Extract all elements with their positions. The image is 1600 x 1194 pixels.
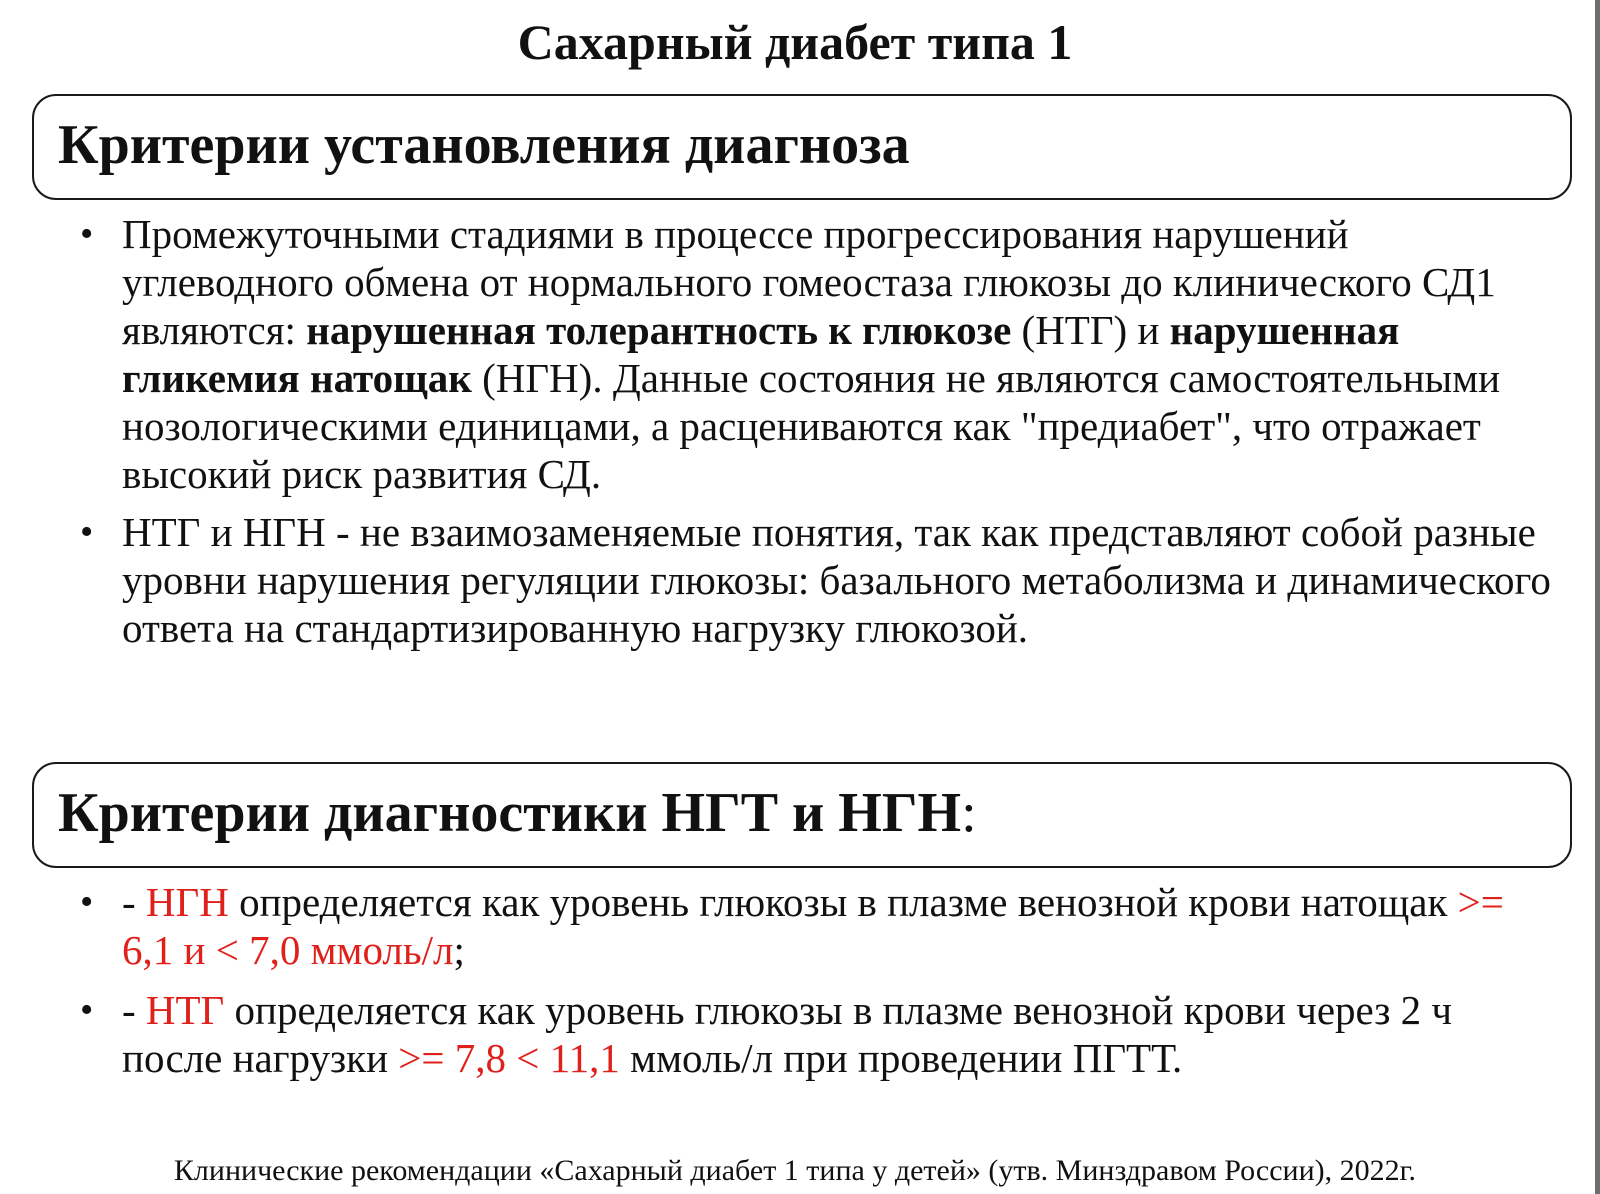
list-item xyxy=(80,986,1560,1082)
section-heading-criteria xyxy=(58,778,977,848)
bullet-icon: • xyxy=(80,213,94,255)
page-title: Сахарный диабет типа 1 xyxy=(517,14,1073,70)
bullet-prefix: - xyxy=(122,987,146,1033)
bullet-text: определяется как уровень глюкозы в плазме венозной крови натощак xyxy=(228,879,1458,925)
list-item xyxy=(80,508,1560,652)
right-edge-border xyxy=(1595,0,1600,1194)
section-header-box-criteria xyxy=(32,762,1572,868)
list-item xyxy=(80,878,1560,974)
bullet-text: ; xyxy=(453,927,465,973)
section-heading-diagnosis: Критерии установления диагноза xyxy=(58,114,910,176)
bullet-text: определяется как уровень глюкозы в плазме венозной крови через 2 ч после нагрузки xyxy=(122,987,1453,1081)
term-ngn: НГН xyxy=(145,879,229,925)
bold-term-ngn: нарушенная гликемия натощак xyxy=(122,307,1400,401)
bold-term-ntg: нарушенная толерантность к глюкозе xyxy=(306,307,1012,353)
bullet-icon: • xyxy=(80,989,94,1031)
bullet-text: (НГН). Данные состояния не являются самостоятельными нозологическими единицами, а расцениваются как "предиабет", что отражает высокий риск развития СД. xyxy=(122,355,1501,497)
section-header-box-diagnosis xyxy=(32,94,1572,200)
heading-colon: : xyxy=(961,782,977,844)
bullet-prefix: - xyxy=(122,879,146,925)
diagnosis-bullet-list xyxy=(80,210,1560,652)
criteria-bullet-list xyxy=(80,878,1560,1082)
list-item xyxy=(80,210,1560,498)
source-citation: Клинические рекомендации «Сахарный диабет 1 типа у детей» (утв. Минздравом России), 2022г. xyxy=(173,1154,1417,1187)
bullet-text: НТГ и НГН - не взаимозаменяемые понятия, так как представляют собой разные уровни нарушения регуляции глюкозы: базального метаболизма и динамического ответа на стандартизированную нагрузку глюкозой. xyxy=(122,509,1551,651)
glucose-range-ntg: >= 7,8 < 11,1 xyxy=(398,1035,620,1081)
bullet-icon: • xyxy=(80,511,94,553)
bullet-text: Промежуточными стадиями в процессе прогрессирования нарушений углеводного обмена от нормального гомеостаза глюкозы до клинического СД1 являются: xyxy=(122,211,1496,353)
bullet-text: (НТГ) и xyxy=(1011,307,1170,353)
bullet-text: ммоль/л при проведении ПГТТ. xyxy=(619,1035,1183,1081)
heading-text: Критерии диагностики НГТ и НГН xyxy=(58,782,962,844)
term-ntg: НТГ xyxy=(145,987,225,1033)
bullet-icon: • xyxy=(80,881,94,923)
glucose-range-ngn: >= 6,1 и < 7,0 ммоль/л xyxy=(122,879,1504,973)
